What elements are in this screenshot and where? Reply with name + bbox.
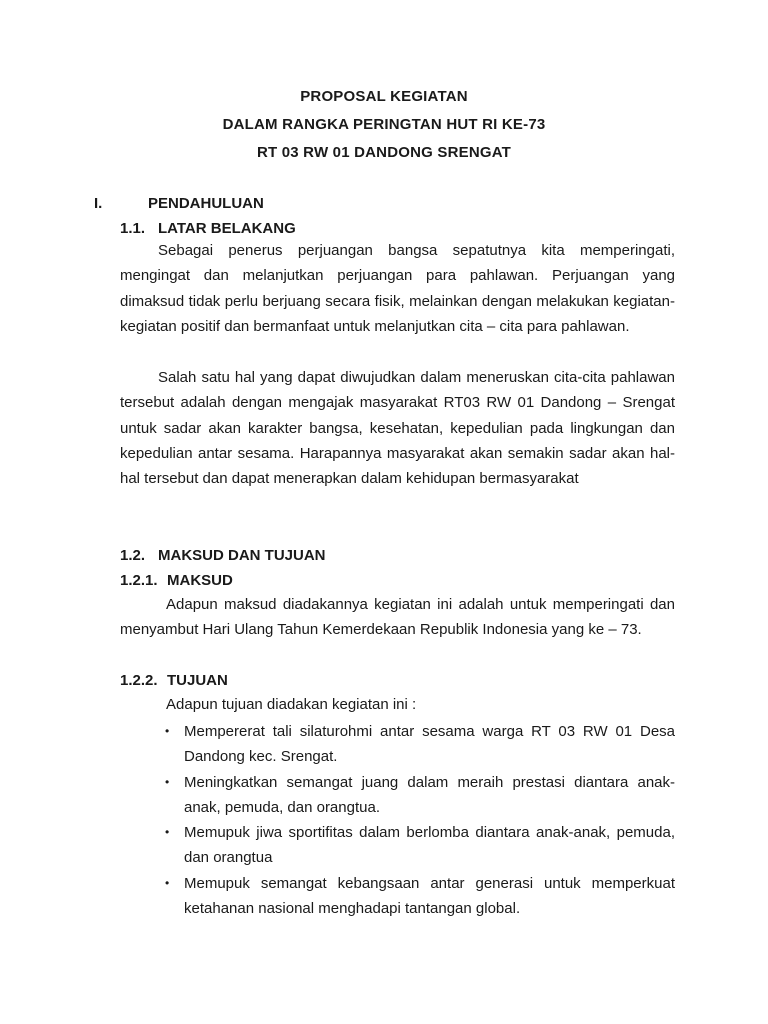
section-label: PENDAHULUAN [148, 195, 264, 212]
paragraph-maksud [120, 592, 675, 643]
list-item [165, 770, 675, 821]
document-title-line-2: DALAM RANGKA PERINGTAN HUT RI KE-73 [222, 116, 546, 133]
bullet-icon: • [165, 724, 170, 738]
subsection-label: MAKSUD DAN TUJUAN [158, 547, 326, 564]
section-heading-pendahuluan [94, 194, 264, 214]
subsection-heading-tujuan [120, 671, 228, 691]
paragraph-text: Sebagai penerus perjuangan bangsa sepatutnya kita memperingati, mengingat dan melanjutkan perjuangan para pahlawan. Perjuangan yang dimaksud tidak perlu berjuang secara fisik, melainkan dengan melakukan kegiatan-kegiatan positif dan bermanfaat untuk melanjutkan cita – cita para pahlawan. [120, 242, 675, 335]
paragraph-text: Salah satu hal yang dapat diwujudkan dalam meneruskan cita-cita pahlawan tersebut adalah dengan mengajak masyarakat RT03 RW 01 Dandong – Srengat untuk sadar akan karakter bangsa, kesehatan, kepedulian pada lingkungan dan kepedulian antar sesama. Harapannya masyarakat akan semakin sadar akan hal-hal tersebut dan dapat menerapkan dalam kehidupan bermasyarakat [120, 369, 675, 488]
document-title-line-1: PROPOSAL KEGIATAN [300, 88, 468, 105]
list-item-text: Meningkatkan semangat juang dalam meraih prestasi diantara anak-anak, pemuda, dan orangtua. [184, 773, 675, 816]
subsection-label: MAKSUD [167, 572, 233, 589]
paragraph-latar-belakang-2 [120, 365, 675, 491]
bullet-icon: • [165, 825, 170, 840]
subsection-number: 1.1. [120, 220, 146, 237]
bullet-icon: • [165, 875, 170, 890]
subsection-number: 1.2. [120, 547, 146, 564]
subsection-label: LATAR BELAKANG [158, 220, 296, 237]
subsection-number: 1.2.1. [120, 572, 158, 589]
subsection-label: TUJUAN [167, 672, 228, 689]
list-item [165, 719, 675, 770]
tujuan-list [165, 719, 675, 921]
section-number: I. [94, 195, 103, 212]
list-item-text: Memupuk semangat kebangsaan antar generasi untuk memperkuat ketahanan nasional menghadapi tantangan global. [184, 874, 675, 918]
list-item [165, 871, 675, 922]
list-item [165, 820, 675, 871]
paragraph-latar-belakang-1 [120, 238, 675, 339]
list-item-text: Memupuk jiwa sportifitas dalam berlomba diantara anak-anak, pemuda, dan orangtua [184, 824, 675, 867]
document-title-line-3: RT 03 RW 01 DANDONG SRENGAT [256, 144, 512, 161]
subsection-heading-maksud-dan-tujuan [120, 546, 326, 566]
paragraph-text: Adapun maksud diadakannya kegiatan ini adalah untuk memperingati dan menyambut Hari Ulang Tahun Kemerdekaan Republik Indonesia yang ke – 73. [120, 596, 675, 639]
list-item-text: Mempererat tali silaturohmi antar sesama warga RT 03 RW 01 Desa Dandong kec. Srengat. [184, 723, 675, 766]
subsection-heading-latar-belakang [120, 219, 296, 239]
subsection-number: 1.2.2. [120, 672, 158, 689]
tujuan-intro: Adapun tujuan diadakan kegiatan ini : [166, 696, 417, 713]
bullet-icon: • [165, 774, 170, 789]
subsection-heading-maksud [120, 571, 233, 591]
